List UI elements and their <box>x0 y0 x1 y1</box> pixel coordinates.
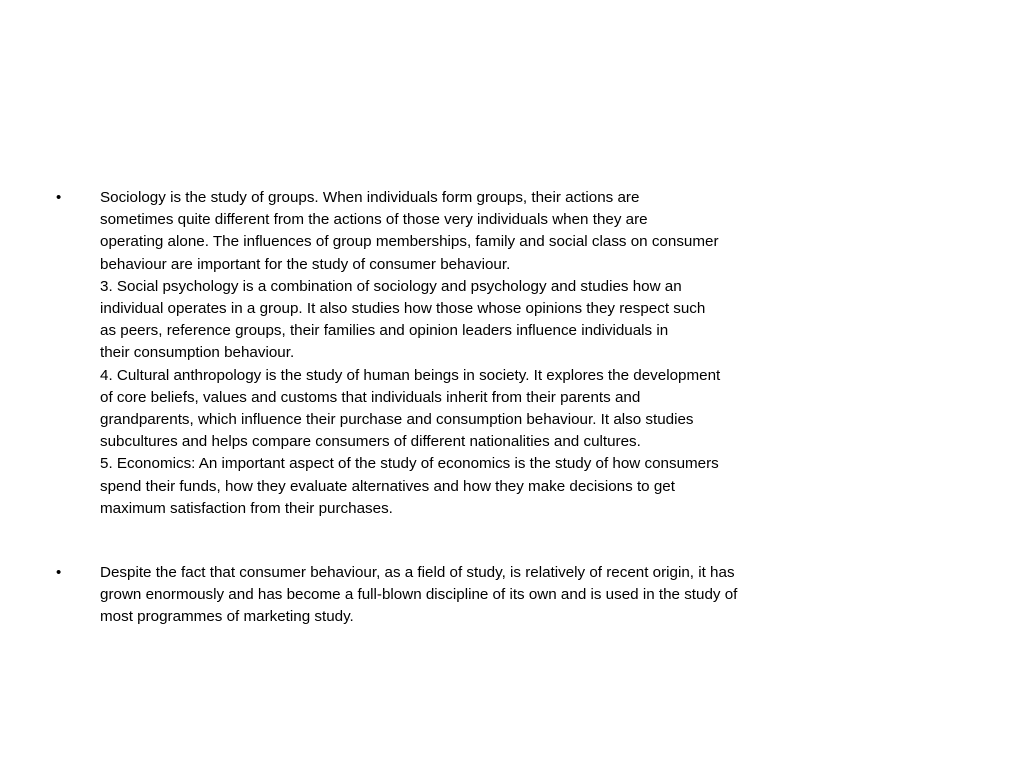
bullet-marker: • <box>56 189 62 206</box>
text-line: their consumption behaviour. <box>100 344 295 362</box>
text-line: 3. Social psychology is a combination of sociology and psychology and studies how an <box>100 277 682 295</box>
bullet-item-2 <box>56 562 836 629</box>
text-line: 5. Economics: An important aspect of the study of economics is the study of how consumers <box>100 455 719 473</box>
bullet-marker: • <box>56 564 62 581</box>
text-line: most programmes of marketing study. <box>100 608 354 626</box>
text-line: maximum satisfaction from their purchases. <box>100 499 393 517</box>
text-line: subcultures and helps compare consumers of different nationalities and cultures. <box>100 433 641 451</box>
text-line: as peers, reference groups, their families and opinion leaders influence individuals in <box>100 322 669 340</box>
text-line: Despite the fact that consumer behaviour, as a field of study, is relatively of recent origin, it has <box>100 564 735 581</box>
text-line: Sociology is the study of groups. When individuals form groups, their actions are <box>100 189 640 206</box>
text-line: behaviour are important for the study of consumer behaviour. <box>100 255 511 273</box>
bullet-text <box>100 187 836 520</box>
text-line: operating alone. The influences of group memberships, family and social class on consumer <box>100 233 719 251</box>
text-line: grandparents, which influence their purchase and consumption behaviour. It also studies <box>100 411 694 429</box>
text-line: spend their funds, how they evaluate alternatives and how they make decisions to get <box>100 477 675 495</box>
text-line: of core beliefs, values and customs that individuals inherit from their parents and <box>100 388 641 406</box>
text-line: 4. Cultural anthropology is the study of human beings in society. It explores the development <box>100 366 721 384</box>
text-line: grown enormously and has become a full-blown discipline of its own and is used in the study of <box>100 586 738 604</box>
text-line: sometimes quite different from the actions of those very individuals when they are <box>100 211 648 229</box>
bullet-text <box>100 562 836 629</box>
bullet-item-1 <box>56 187 836 520</box>
text-line: individual operates in a group. It also studies how those whose opinions they respect such <box>100 300 706 318</box>
